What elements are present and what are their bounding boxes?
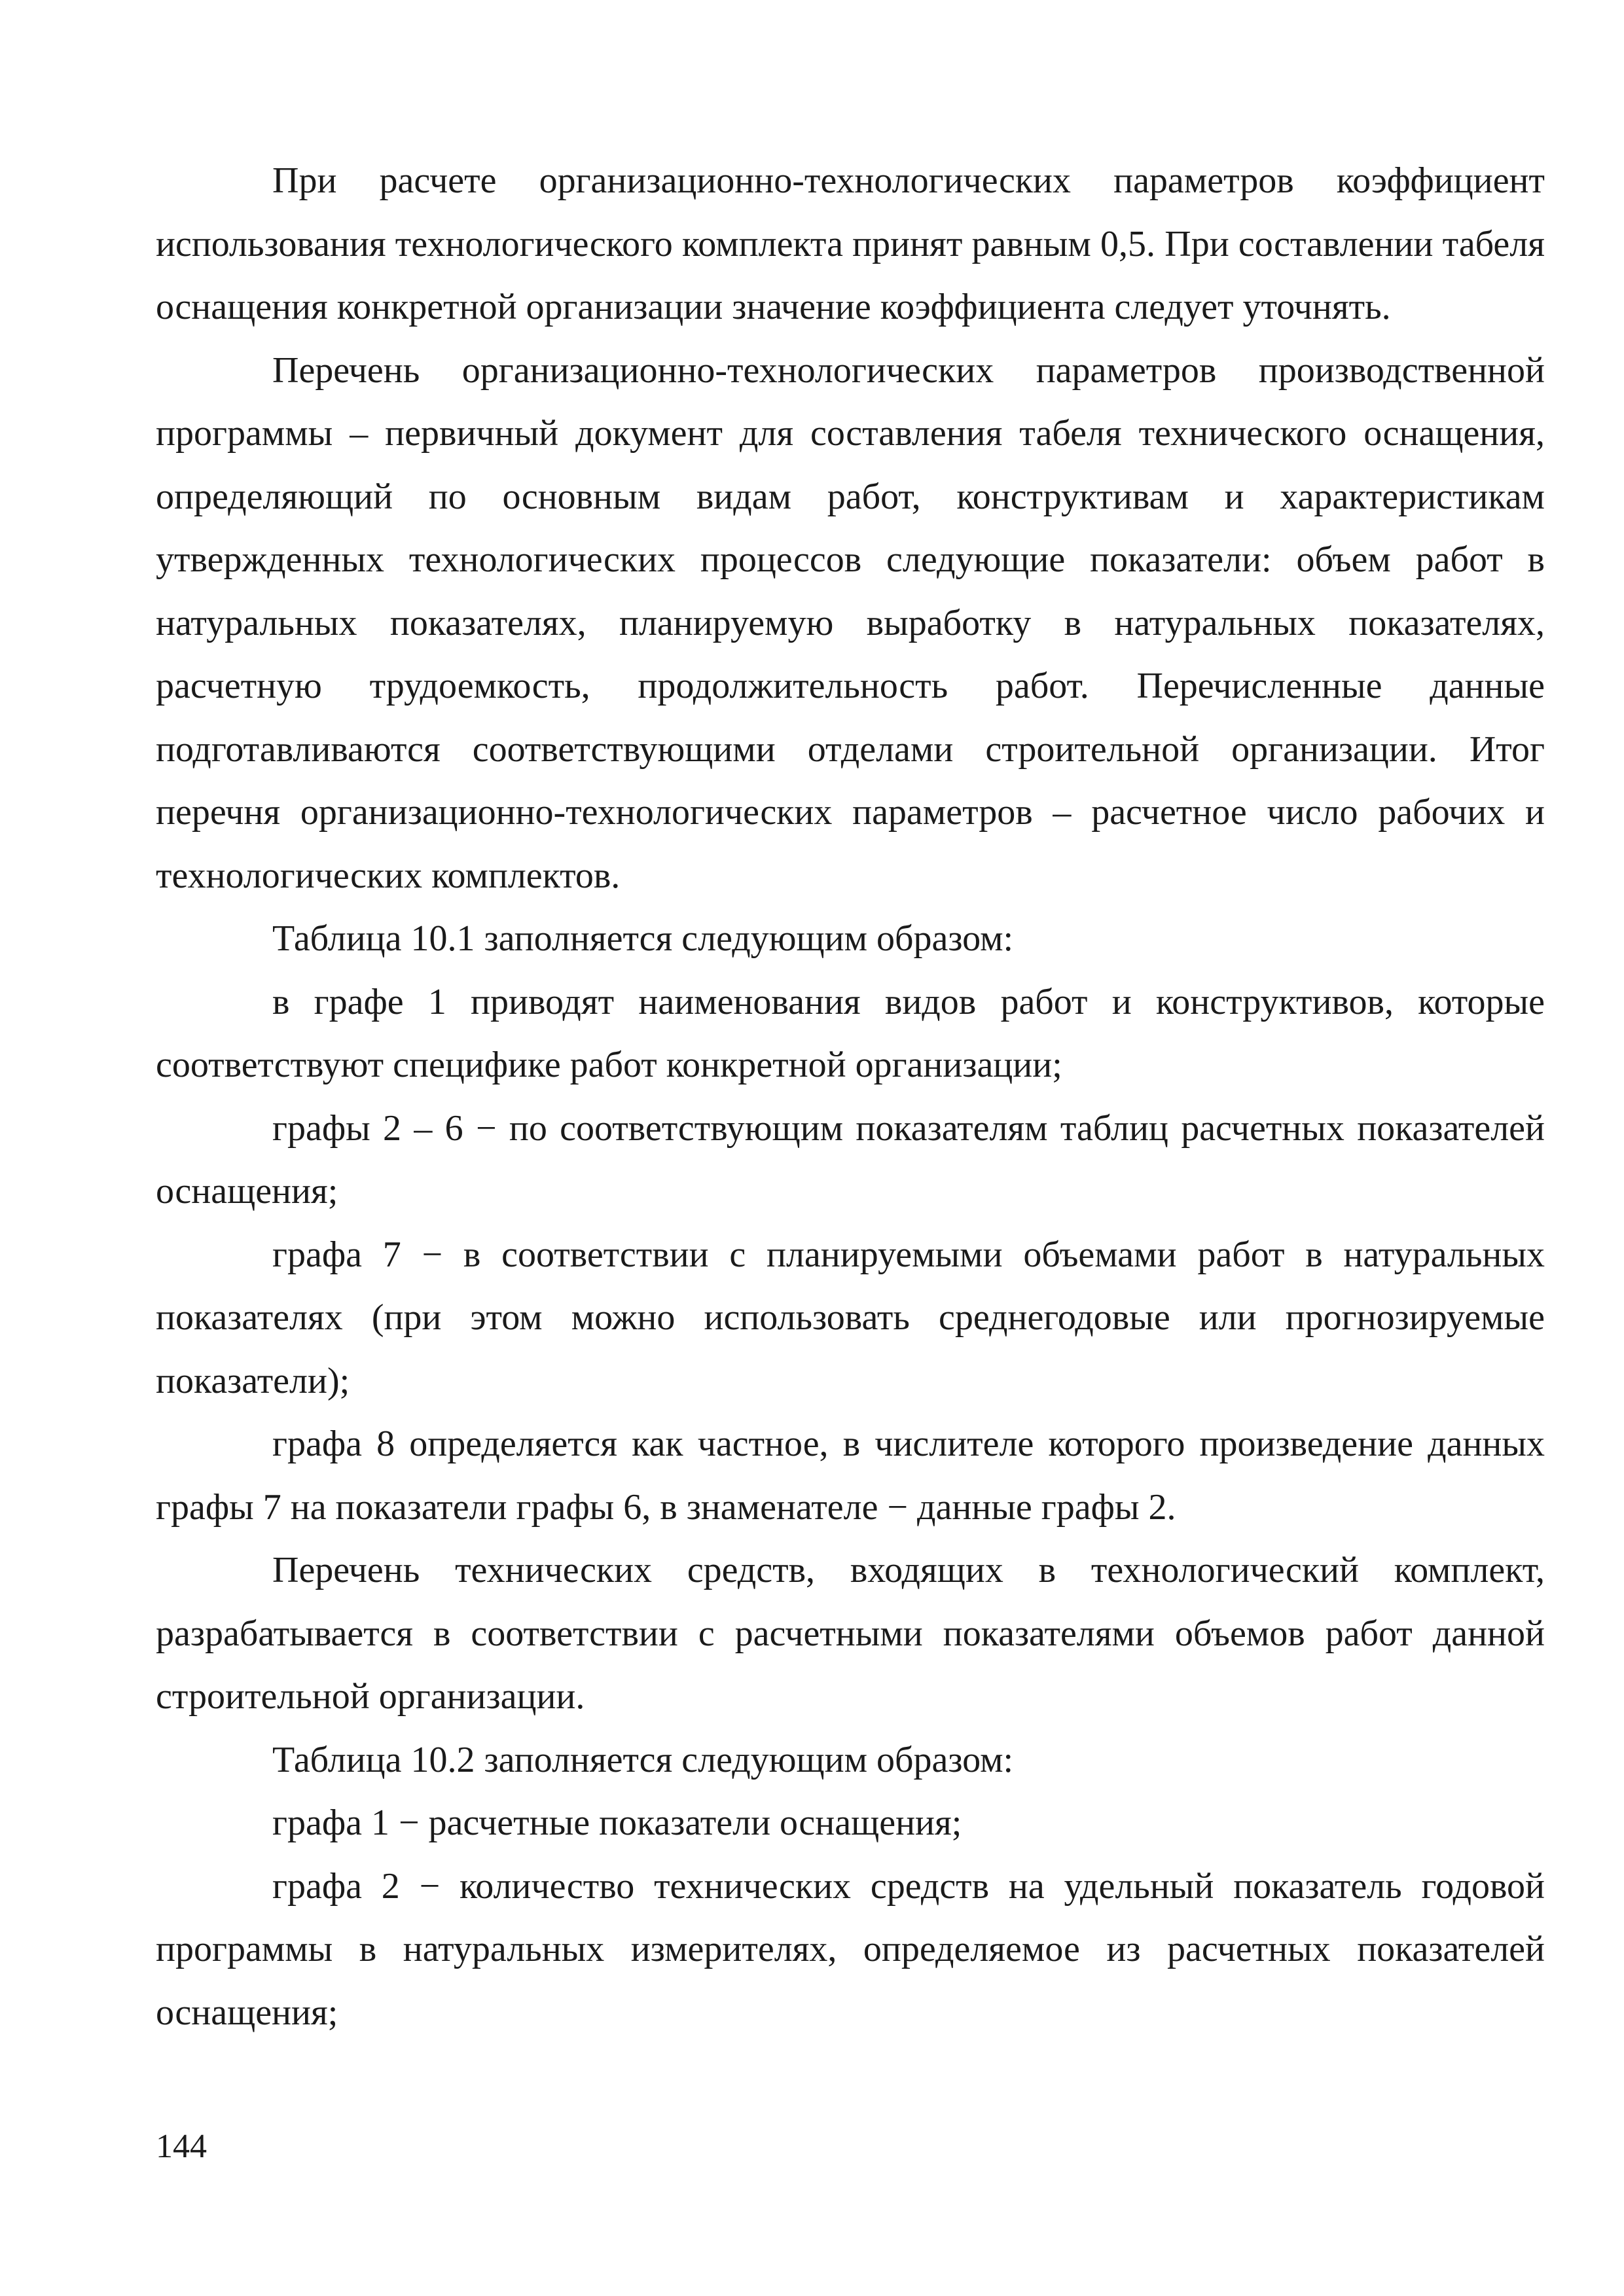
paragraph-technical-means: Перечень технических средств, входящих в технологический комплект, разрабатывается в соответствии с расчетными показателями объемов работ данной строительной организации. [156, 1550, 1545, 1717]
paragraph-table-10-1-intro: Таблица 10.1 заполняется следующим образом: [272, 918, 1014, 959]
paragraph-column-7: графа 7 − в соответствии с планируемыми объемами работ в натуральных показателях (при этом можно использовать среднегодовые или прогнозируемые показатели); [156, 1234, 1545, 1401]
paragraph-parameters-list: Перечень организационно-технологических параметров производственной программы – первичный документ для составления табеля технического оснащения, определяющий по основным видам работ, конструктивам и характеристикам утвержденных технологических процессов следующие показатели: объем работ в натуральных показателях, планируемую выработку в натуральных показателях, расчетную трудоемкость, продолжительность работ. Перечисленные данные подготавливаются соответствующими отделами строительной организации. Итог перечня организационно-технологических параметров – расчетное число рабочих и технологических комплектов. [156, 350, 1545, 896]
paragraph-table-10-2-column-2: графа 2 − количество технических средств на удельный показатель годовой программы в натуральных измерителях, определяемое из расчетных показателей оснащения; [156, 1865, 1545, 2033]
paragraph-columns-2-6: графы 2 – 6 − по соответствующим показателям таблиц расчетных показателей оснащения; [156, 1107, 1545, 1211]
paragraph-column-1: в графе 1 приводят наименования видов работ и конструктивов, которые соответствуют специфике работ конкретной организации; [156, 981, 1545, 1085]
paragraph-table-10-2-intro: Таблица 10.2 заполняется следующим образом: [272, 1739, 1014, 1780]
page-number: 144 [156, 2128, 207, 2165]
paragraph-table-10-2-column-1: графа 1 − расчетные показатели оснащения; [272, 1803, 962, 1843]
body-text [156, 149, 1545, 2044]
paragraph-coefficient: При расчете организационно-технологических параметров коэффициент использования технологического комплекта принят равным 0,5. При составлении табеля оснащения конкретной организации значение коэффициента следует уточнять. [156, 160, 1545, 327]
paragraph-column-8: графа 8 определяется как частное, в числителе которого произведение данных графы 7 на показатели графы 6, в знаменателе − данные графы 2. [156, 1424, 1545, 1528]
